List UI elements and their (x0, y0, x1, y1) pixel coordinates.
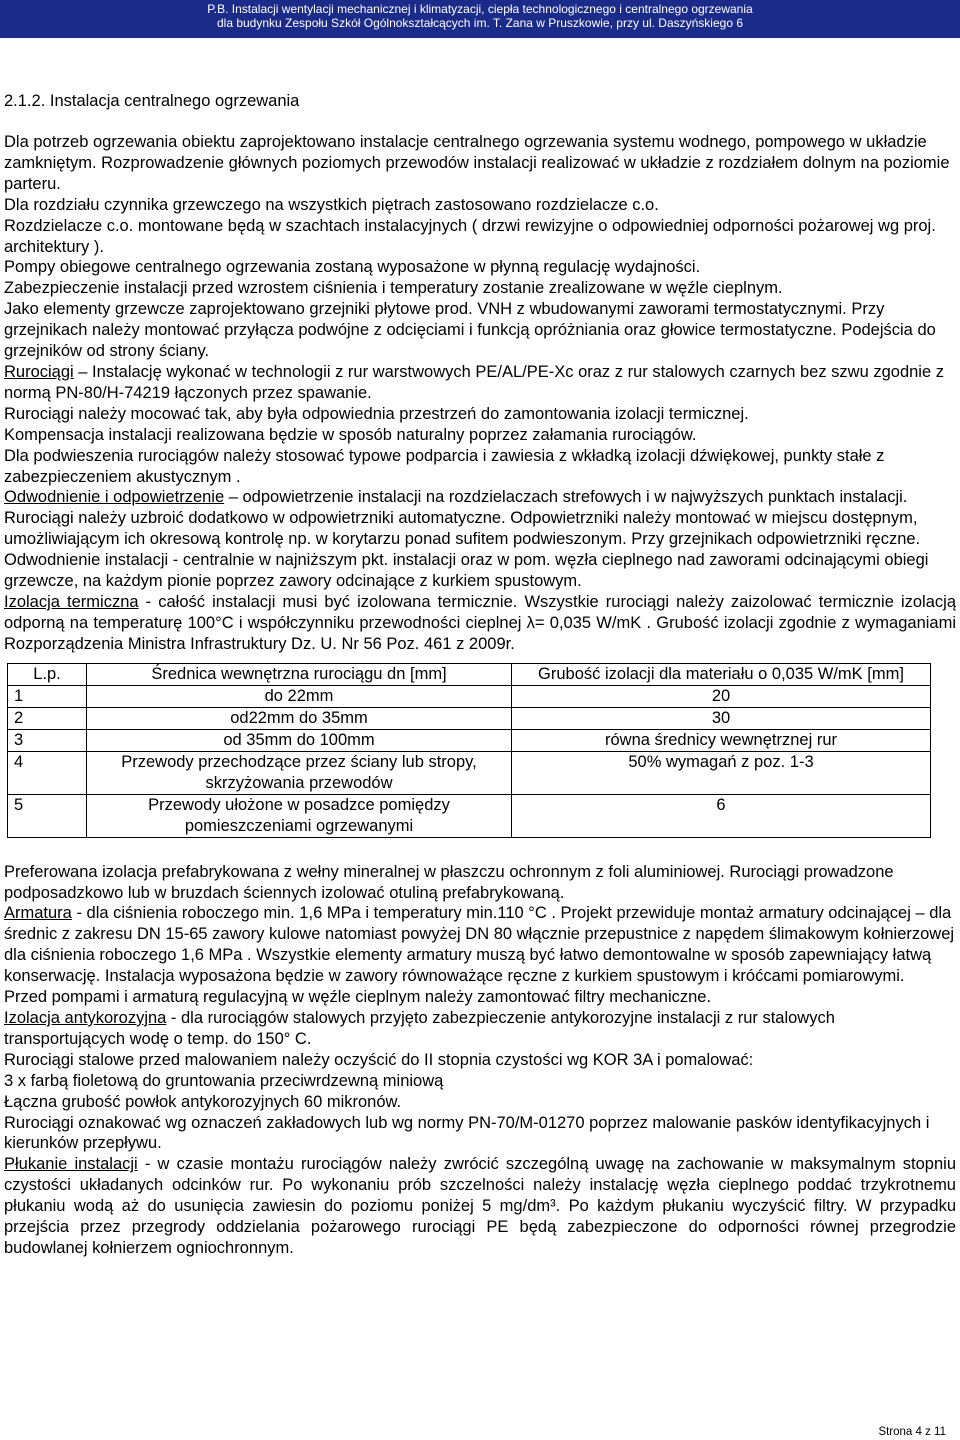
paragraph-odwodnienie-centralne: Odwodnienie instalacji - centralnie w najniższym pkt. instalacji oraz w pom. węzła cieplnego nad zaworami odcinającymi obiegi grzewcze, na każdym pionie poprzez zawory odcinające z kurkiem spustowym. (4, 551, 929, 591)
paragraph-pompy: Pompy obiegowe centralnego ogrzewania zostaną wyposażone w płynną regulację wydajności. (4, 258, 701, 277)
paragraph-filtry: Przed pompami i armaturą regulacyjną w węźle cieplnym należy zamontować filtry mechaniczne. (4, 988, 712, 1007)
antykorozyjna-text: - dla rurociągów stalowych przyjęto zabezpieczenie antykorozyjne instalacji z rur stalowych transportujących wodę o temp. do 150° C. (4, 1009, 835, 1048)
table-cell: 1 (8, 685, 87, 707)
paragraph-mocowanie: Rurociągi należy mocować tak, aby była odpowiednia przestrzeń do zamontowania izolacji termicznej. (4, 404, 749, 423)
paragraph-intro: Dla potrzeb ogrzewania obiektu zaprojektowano instalacje centralnego ogrzewania systemu wodnego, pompowego w układzie zamkniętym. Rozprowadzenie głównych poziomych przewodów instalacji realizować w układzie z rozdziałem dolnym na poziomie parteru. (4, 133, 950, 193)
section-title: 2.1.2. Instalacja centralnego ogrzewania (4, 92, 300, 110)
izolacja-termiczna-label: Izolacja termiczna (4, 592, 139, 611)
table-cell: 4 (8, 751, 87, 794)
table-row (8, 707, 931, 729)
armatura-label: Armatura (4, 904, 72, 923)
paragraph-prefabrykowana: Preferowana izolacja prefabrykowana z wełny mineralnej w płaszczu ochronnym z foli aluminiowej. Rurociągi prowadzone podposadzkowo lub w bruzdach ściennych izolować otuliną prefabrykowaną. (4, 862, 894, 902)
table-cell: od22mm do 35mm (87, 707, 512, 729)
page-number: Strona 4 z 11 (878, 1426, 946, 1438)
paragraph-odwodnienie (4, 487, 956, 550)
paragraph-podwieszenie: Dla podwieszenia rurociągów należy stosować typowe podparcia i zawiesia z wkładką izolacji dźwiękowej, punkty stałe z zabezpieczeniem akustycznym . (4, 446, 885, 486)
table-cell: 2 (8, 707, 87, 729)
table-cell: 20 (512, 685, 931, 707)
paragraph-zabezpieczenie: Zabezpieczenie instalacji przed wzrostem ciśnienia i temperatury zostanie zrealizowane w węźle cieplnym. (4, 279, 783, 298)
table-cell: równa średnicy wewnętrznej rur (512, 729, 931, 751)
table-cell: 5 (8, 794, 87, 837)
paragraph-rurociagi (4, 362, 956, 404)
paragraph-oznakowanie: Rurociągi oznakować wg oznaczeń zakładowych lub wg normy PN-70/M-01270 poprzez malowanie pasków identyfikacyjnych i kierunków przepływu. (4, 1113, 930, 1153)
armatura-text: - dla ciśnienia roboczego min. 1,6 MPa i temperatury min.110 °C . Projekt przewiduje montaż armatury odcinającej – dla średnic z zakresu DN 15-65 zawory kulowe natomiast powyżej DN 80 włącznie przepustnice z napędem ślimakowym kołnierzowej dla ciśnienia roboczego 1,6 MPa . Wszystkie elementy armatury muszą być łatwo demontowalne w sposób zapewniający łatwą konserwację. Instalacja wyposażona będzie w zawory równoważące ręczne z kurkiem spustowym i króćcami pomiarowymi. (4, 904, 955, 986)
table-cell: 3 (8, 729, 87, 751)
table-header-row (8, 663, 931, 685)
header-line-1: P.B. Instalacji wentylacji mechanicznej i klimatyzacji, ciepła technologicznego i centralnego ogrzewania (207, 2, 753, 16)
document-body (4, 92, 956, 1259)
table-cell: do 22mm (87, 685, 512, 707)
table-header-cell: Średnica wewnętrzna rurociągu dn [mm] (87, 663, 512, 685)
plukanie-text: - w czasie montażu rurociągów należy zwrócić szczególną uwagę na zachowanie w maksymalnym stopniu czystości układanych odcinków rur. Po wykonaniu prób szczelności należy instalację węzła cieplnego poddać trzykrotnemu płukaniu wodą aż do usunięcia zawiesin do poziomu poniżej 5 mg/dm³. Po każdym płukaniu wyczyścić filtry. W przypadku przejścia przez przegrody oddzielania pożarowego rurociągi PE będą zabezpieczone do odporności równej przegrodzie budowlanej kołnierzem ogniochronnym. (4, 1155, 957, 1257)
odwodnienie-label: Odwodnienie i odpowietrzenie (4, 488, 225, 507)
paragraph-farba: 3 x farbą fioletową do gruntowania przeciwrdzewną miniową (4, 1071, 444, 1090)
plukanie-label: Płukanie instalacji (4, 1155, 138, 1174)
antykorozyjna-label: Izolacja antykorozyjna (4, 1009, 167, 1027)
odwodnienie-text: – odpowietrzenie instalacji na rozdzielaczach strefowych i w najwyższych punktach instalacji. Rurociągi należy uzbroić dodatkowo w odpowietrzniki automatyczne. Odpowietrzniki należy montować w miejscu dostępnym, umożliwiającym ich okresową kontrolę np. w korytarzu ponad sufitem podwieszonym. Przy grzejnikach odpowietrzniki ręczne. (4, 488, 921, 549)
document-header (0, 0, 960, 38)
insulation-table (7, 663, 931, 838)
rurociagi-text: – Instalację wykonać w technologii z rur warstwowych PE/AL/PE-Xc oraz z rur stalowych czarnych bez szwu zgodnie z normą PN-80/H-74219 łączonych przez spawanie. (4, 362, 944, 402)
table-cell: Przewody przechodzące przez ściany lub stropy, skrzyżowania przewodów (87, 751, 512, 794)
izolacja-termiczna-text: - całość instalacji musi być izolowana termicznie. Wszystkie rurociągi należy zaizolować termicznie izolacją odporną na temperaturę 100°C i współczynniku przewodności cieplnej λ= 0,035 W/mK . Grubość izolacji zgodnie z wymaganiami Rozporządzenia Ministra Infrastruktury Dz. U. Nr 56 Poz. 461 z 2009r. (4, 592, 956, 653)
header-line-2: dla budynku Zespołu Szkół Ogólnokształcących im. T. Zana w Pruszkowie, przy ul. Daszyńskiego 6 (216, 16, 743, 30)
paragraph-kompensacja: Kompensacja instalacji realizowana będzie w sposób naturalny poprzez załamania rurociągów. (4, 425, 697, 444)
table-row (8, 685, 931, 707)
table-row (8, 751, 931, 794)
rurociagi-label: Rurociągi (4, 362, 74, 381)
paragraph-plukanie (4, 1154, 956, 1259)
table-header-cell: Grubość izolacji dla materiału o 0,035 W/mK [mm] (512, 663, 931, 685)
table-cell: Przewody ułożone w posadzce pomiędzy pomieszczeniami ogrzewanymi (87, 794, 512, 837)
table-row (8, 729, 931, 751)
paragraph-malowanie: Rurociągi stalowe przed malowaniem należy oczyścić do II stopnia czystości wg KOR 3A i pomalować: (4, 1050, 754, 1069)
paragraph-rozdzielacze: Rozdzielacze c.o. montowane będą w szachtach instalacyjnych ( drzwi rewizyjne o odpowiedniej odporności pożarowej wg proj. architektury ). (4, 216, 936, 256)
paragraph-grubosc-powlok: Łączna grubość powłok antykorozyjnych 60 mikronów. (4, 1092, 402, 1111)
table-cell: 6 (512, 794, 931, 837)
table-cell: 30 (512, 707, 931, 729)
table-header-cell: L.p. (8, 663, 87, 685)
paragraph-antykorozyjna (4, 1008, 956, 1050)
table-cell: 50% wymagań z poz. 1-3 (512, 751, 931, 794)
paragraph-grzejniki: Jako elementy grzewcze zaprojektowano grzejniki płytowe prod. VNH z wbudowanymi zaworami termostatycznymi. Przy grzejnikach należy montować przyłącza podwójne z odcięciami i funkcją opróżniania oraz głowice termostatyczne. Podejścia do grzejników od strony ściany. (4, 300, 936, 361)
paragraph-armatura (4, 903, 956, 987)
table-cell: od 35mm do 100mm (87, 729, 512, 751)
paragraph-izolacja-termiczna (4, 592, 956, 655)
table-row (8, 794, 931, 837)
paragraph-rozdzial: Dla rozdziału czynnika grzewczego na wszystkich piętrach zastosowano rozdzielacze c.o. (4, 195, 659, 214)
